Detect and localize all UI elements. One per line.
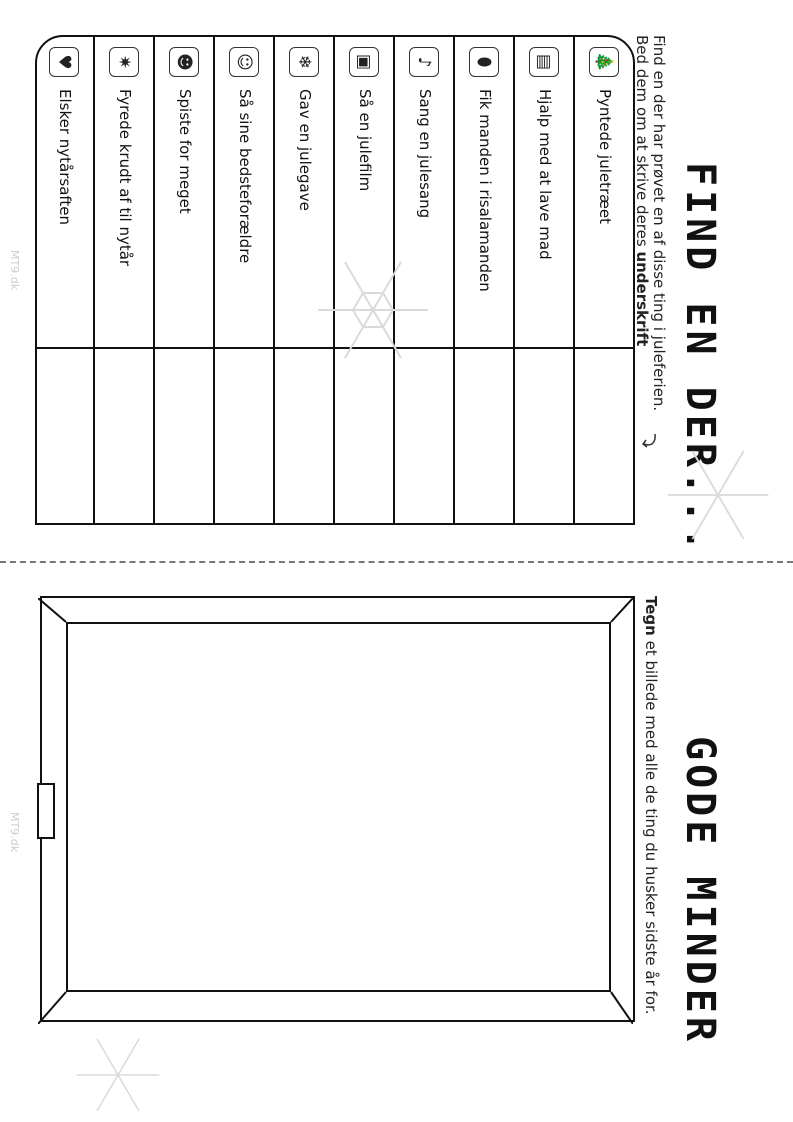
table-row — [153, 37, 213, 523]
grandparents-icon: ☺ — [229, 47, 259, 77]
instruction-underskrift: underskrift — [633, 251, 651, 347]
item-label: Hjalp med at lave mad — [536, 89, 554, 260]
gift-icon: ❄ — [289, 47, 319, 77]
drawing-instruction — [642, 596, 659, 1015]
table-row — [453, 37, 513, 523]
instruction-line-2 — [633, 35, 650, 411]
oven-icon: ▤ — [529, 47, 559, 77]
item-label: Gav en julegave — [296, 89, 314, 211]
item-label: Spiste for meget — [176, 89, 194, 214]
love-face-icon: ♥ — [49, 47, 79, 77]
item-label: Fyrede krudt af til nytår — [116, 89, 134, 267]
instruction-line-2-prefix: Bed dem om at skrive deres — [633, 35, 651, 252]
tv-icon: ▣ — [349, 47, 379, 77]
table-row — [213, 37, 273, 523]
dashed-cut-line — [0, 561, 793, 563]
table-row — [513, 37, 573, 523]
instruction-rest: et billede med alle de ting du husker sidste år for. — [642, 635, 660, 1015]
watermark: MT9.dk — [8, 812, 21, 853]
table-row — [35, 37, 93, 523]
drawing-frame — [40, 596, 635, 1022]
full-belly-icon: ☻ — [169, 47, 199, 77]
instruction-line-1: Find en der har prøvet en af disse ting i juleferien. — [650, 35, 668, 412]
table-row — [573, 37, 633, 523]
frame-hanger — [37, 783, 55, 839]
item-label: Pyntede juletræet — [596, 89, 614, 225]
item-label: Så sine bedsteforældre — [236, 89, 254, 264]
item-label: Så en julefilm — [356, 89, 374, 192]
singer-icon: ♪ — [409, 47, 439, 77]
item-label: Fik manden i risalamanden — [476, 89, 494, 292]
watermark: MT9.dk — [8, 250, 21, 291]
item-label: Sang en julesang — [416, 89, 434, 219]
gode-minder-title: GODE MINDER — [677, 736, 723, 1045]
drawing-area[interactable] — [66, 622, 611, 992]
christmas-tree-icon: 🎄 — [589, 47, 619, 77]
item-label: Elsker nytårsaften — [56, 89, 74, 226]
curved-arrow-icon — [640, 432, 658, 450]
find-instructions — [633, 35, 667, 411]
table-row — [93, 37, 153, 523]
firework-icon: ✷ — [109, 47, 139, 77]
instruction-tegn: Tegn — [642, 596, 660, 636]
snowflake-icon — [663, 440, 773, 550]
snowflake-icon — [313, 250, 433, 370]
snowflake-icon — [73, 1030, 163, 1120]
find-en-der-title: FIND EN DER... — [677, 162, 723, 556]
almond-icon: ⬮ — [469, 47, 499, 77]
